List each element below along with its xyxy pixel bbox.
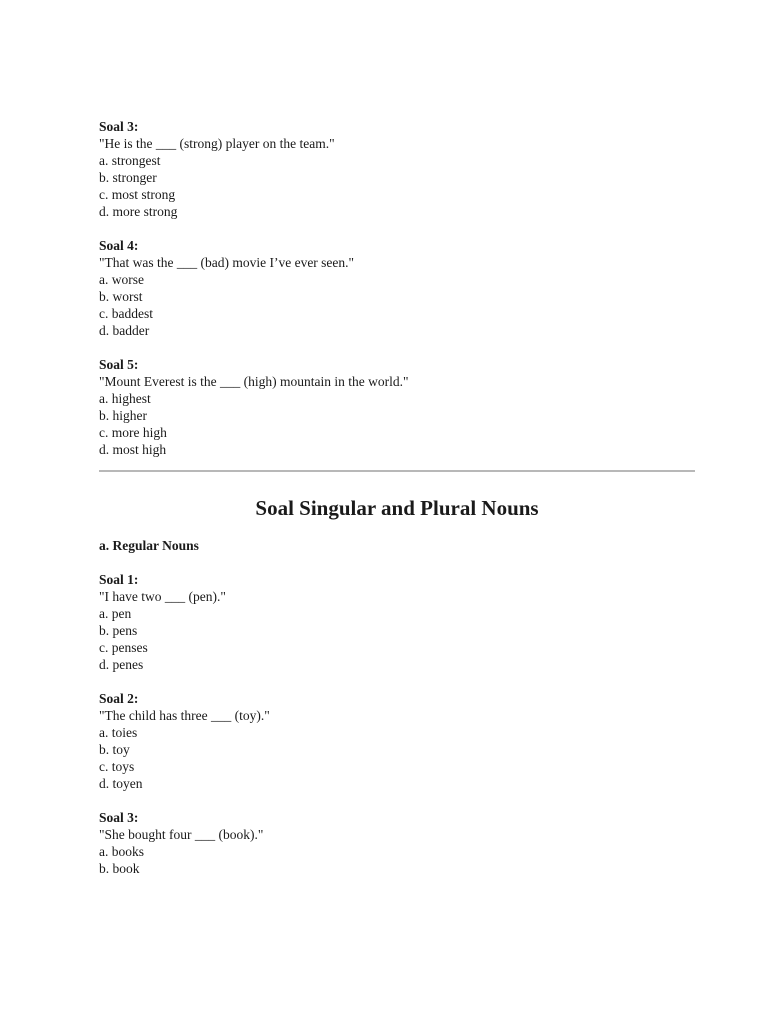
question-title: Soal 3:: [99, 810, 139, 825]
question-block: [99, 571, 695, 673]
answer-option: c. penses: [99, 640, 148, 655]
answer-option: b. pens: [99, 623, 138, 638]
question-block: [99, 118, 695, 220]
section-divider: [99, 470, 695, 472]
answer-option: b. worst: [99, 289, 143, 304]
question-text: "She bought four ___ (book).": [99, 827, 264, 842]
question-title: Soal 3:: [99, 119, 139, 134]
document-page: [99, 118, 695, 894]
answer-option: d. toyen: [99, 776, 143, 791]
question-block: [99, 690, 695, 792]
answer-option: c. baddest: [99, 306, 153, 321]
question-text: "That was the ___ (bad) movie I’ve ever seen.": [99, 255, 355, 270]
question-title: Soal 4:: [99, 238, 139, 253]
answer-option: b. stronger: [99, 170, 157, 185]
question-title: Soal 2:: [99, 691, 139, 706]
answer-option: d. penes: [99, 657, 144, 672]
question-block: [99, 356, 695, 458]
answer-option: d. badder: [99, 323, 150, 338]
answer-option: a. books: [99, 844, 144, 859]
question-title: Soal 1:: [99, 572, 139, 587]
question-text: "The child has three ___ (toy).": [99, 708, 270, 723]
answer-option: b. toy: [99, 742, 130, 757]
question-title: Soal 5:: [99, 357, 139, 372]
answer-option: b. book: [99, 861, 140, 876]
answer-option: b. higher: [99, 408, 147, 423]
answer-option: d. most high: [99, 442, 167, 457]
answer-option: a. strongest: [99, 153, 161, 168]
answer-option: c. toys: [99, 759, 135, 774]
answer-option: c. more high: [99, 425, 167, 440]
answer-option: a. pen: [99, 606, 132, 621]
answer-option: d. more strong: [99, 204, 178, 219]
answer-option: c. most strong: [99, 187, 176, 202]
subsection-heading: a. Regular Nouns: [99, 538, 199, 553]
section-heading: Soal Singular and Plural Nouns: [255, 496, 539, 520]
answer-option: a. toies: [99, 725, 138, 740]
answer-option: a. worse: [99, 272, 144, 287]
question-text: "He is the ___ (strong) player on the team.": [99, 136, 335, 151]
question-block: [99, 809, 695, 877]
question-block: [99, 237, 695, 339]
question-text: "I have two ___ (pen).": [99, 589, 226, 604]
answer-option: a. highest: [99, 391, 151, 406]
question-text: "Mount Everest is the ___ (high) mountain in the world.": [99, 374, 409, 389]
